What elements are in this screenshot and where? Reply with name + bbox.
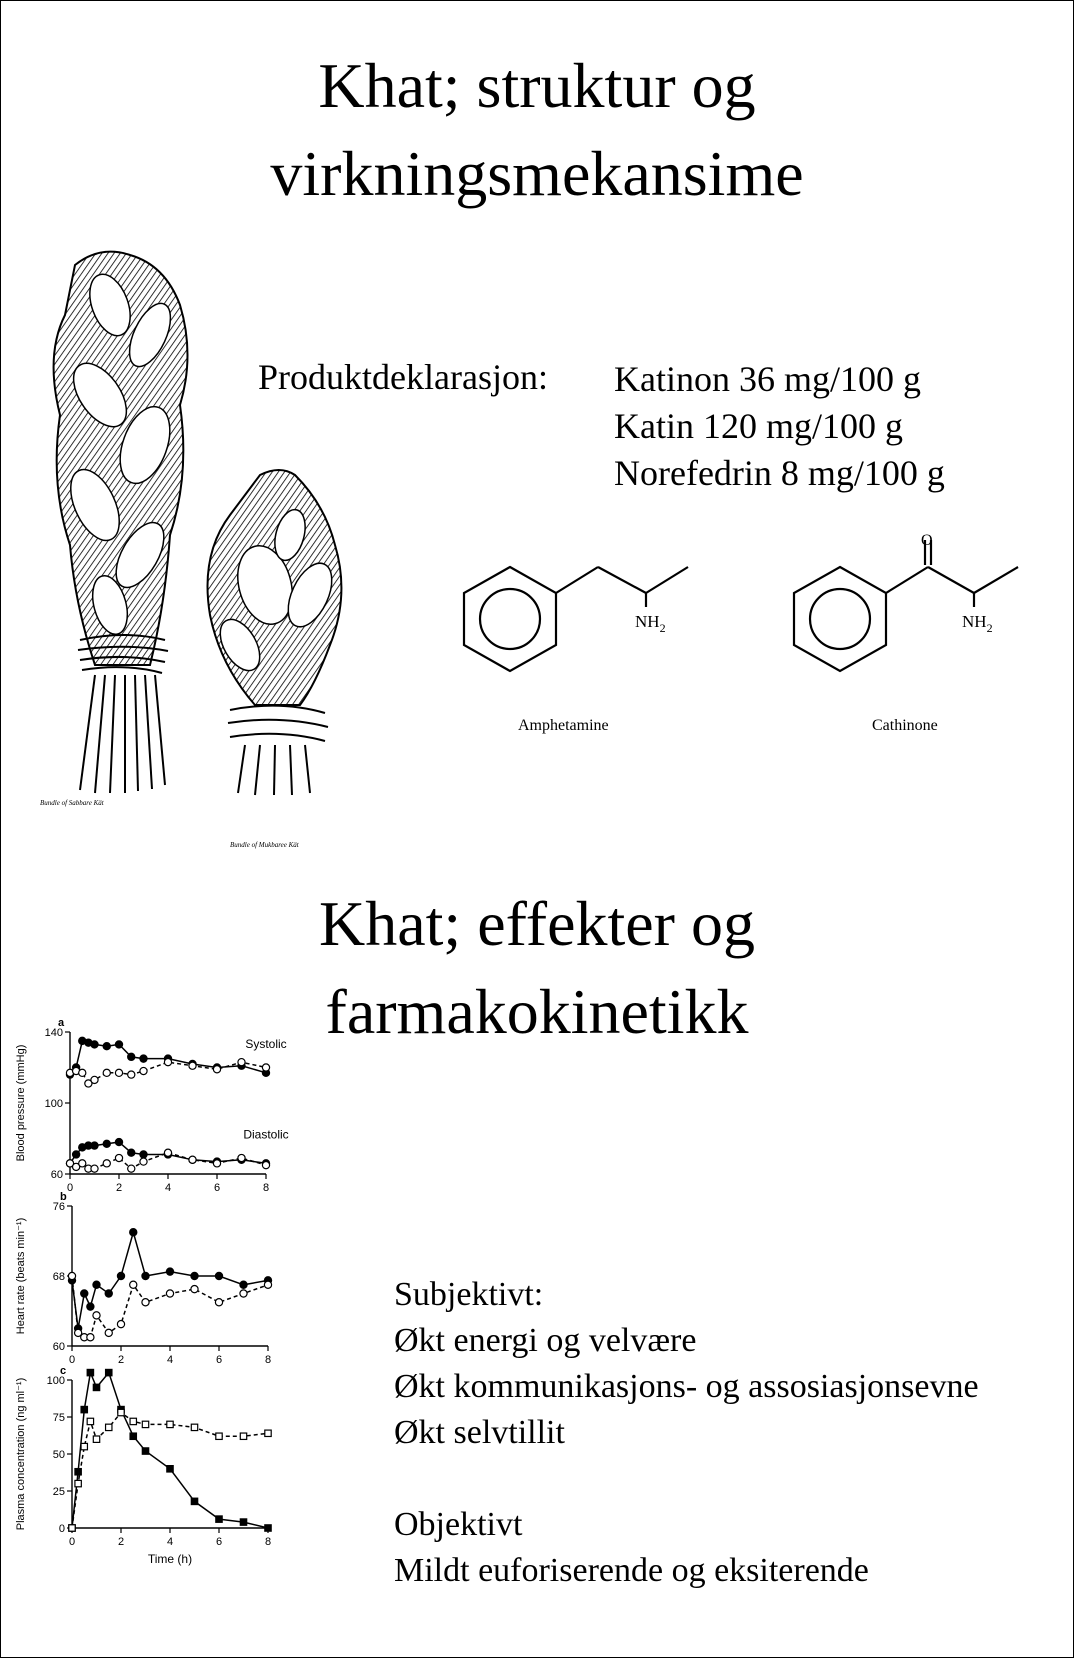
data-point	[191, 1272, 198, 1279]
data-point	[81, 1443, 87, 1449]
x-tick-label: 8	[262, 1182, 270, 1194]
data-point	[128, 1053, 135, 1060]
subjective-item: Økt energi og velvære	[394, 1322, 697, 1359]
y-tick-label: 75	[52, 1412, 65, 1424]
data-point	[164, 1149, 171, 1156]
data-point	[265, 1525, 271, 1531]
data-point	[87, 1303, 94, 1310]
data-point	[142, 1421, 148, 1427]
y-axis-label: Blood pressure (mmHg)	[15, 1044, 27, 1162]
declaration-item: Katinon 36 mg/100 g	[614, 359, 921, 399]
amphetamine-label: Amphetamine	[518, 717, 609, 734]
x-axis-label: Time (h)	[147, 1552, 193, 1566]
bundle-small	[208, 470, 342, 795]
data-point	[79, 1160, 86, 1167]
objective-item: Mildt euforiserende og eksiterende	[394, 1552, 869, 1589]
molecule-structures	[450, 532, 1040, 745]
data-point	[142, 1272, 149, 1279]
x-tick-label: 4	[166, 1536, 174, 1548]
data-point	[264, 1281, 271, 1288]
data-point	[103, 1043, 110, 1050]
x-tick-label: 0	[68, 1354, 76, 1366]
data-point	[215, 1299, 222, 1306]
objective-heading: Objektivt	[394, 1506, 523, 1543]
declaration-item: Norefedrin 8 mg/100 g	[614, 453, 945, 493]
data-point	[213, 1160, 220, 1167]
data-point	[93, 1281, 100, 1288]
data-point	[262, 1162, 269, 1169]
y-tick-label: 60	[50, 1169, 63, 1181]
series-line	[72, 1276, 268, 1337]
series-annotation: Systolic	[245, 1036, 287, 1051]
x-tick-label: 8	[264, 1354, 272, 1366]
x-tick-label: 2	[117, 1536, 125, 1548]
data-point	[191, 1286, 198, 1293]
data-point	[81, 1290, 88, 1297]
x-tick-label: 2	[115, 1182, 123, 1194]
slide2-title-line2: farmakokinetikk	[325, 976, 749, 1047]
data-point	[128, 1165, 135, 1172]
data-point	[240, 1290, 247, 1297]
data-point	[117, 1321, 124, 1328]
data-point	[106, 1424, 112, 1430]
slide2-title-line1: Khat; effekter og	[319, 888, 755, 959]
y-axis-label: Plasma concentration (ng ml⁻¹)	[15, 1377, 27, 1531]
data-point	[115, 1154, 122, 1161]
cathinone-structure	[794, 540, 1018, 671]
subjective-item: Økt selvtillit	[394, 1414, 565, 1451]
data-point	[240, 1519, 246, 1525]
x-tick-label: 4	[164, 1182, 172, 1194]
data-point	[106, 1369, 112, 1375]
data-point	[140, 1067, 147, 1074]
data-point	[238, 1154, 245, 1161]
data-point	[216, 1433, 222, 1439]
data-point	[68, 1272, 75, 1279]
data-point	[87, 1334, 94, 1341]
data-point	[189, 1062, 196, 1069]
x-tick-label: 0	[66, 1182, 74, 1194]
x-tick-label: 6	[215, 1536, 223, 1548]
data-point	[140, 1055, 147, 1062]
x-tick-label: 8	[264, 1536, 272, 1548]
data-point	[130, 1229, 137, 1236]
data-point	[213, 1066, 220, 1073]
data-point	[93, 1312, 100, 1319]
y-tick-label: 60	[52, 1341, 65, 1353]
slide1-title-line1: Khat; struktur og	[318, 50, 756, 121]
data-point	[69, 1525, 75, 1531]
x-tick-label: 6	[215, 1354, 223, 1366]
cathinone-label: Cathinone	[872, 717, 938, 734]
data-point	[87, 1418, 93, 1424]
x-tick-label: 0	[68, 1536, 76, 1548]
series-line	[72, 1232, 268, 1328]
data-point	[87, 1369, 93, 1375]
y-tick-label: 0	[58, 1523, 65, 1535]
data-point	[79, 1069, 86, 1076]
data-point	[81, 1406, 87, 1412]
cathinone-oxygen-label: O	[921, 532, 933, 549]
data-point	[91, 1041, 98, 1048]
y-tick-label: 76	[52, 1201, 65, 1213]
bundle-caption-small: Bundle of Mukbaree Kät	[230, 841, 299, 849]
data-point	[128, 1149, 135, 1156]
slide1-title-line2: virkningsmekansime	[270, 138, 804, 209]
y-tick-label: 140	[44, 1027, 63, 1039]
data-point	[130, 1418, 136, 1424]
bundle-caption-large: Bundle of Sabbare Kät	[40, 799, 104, 807]
data-point	[115, 1041, 122, 1048]
panel-letter: b	[60, 1191, 67, 1203]
data-point	[103, 1160, 110, 1167]
data-point	[191, 1424, 197, 1430]
x-tick-label: 6	[213, 1182, 221, 1194]
data-point	[167, 1466, 173, 1472]
data-point	[216, 1516, 222, 1522]
data-point	[93, 1384, 99, 1390]
data-point	[93, 1436, 99, 1442]
series-line	[72, 1373, 268, 1528]
data-point	[140, 1158, 147, 1165]
y-tick-label: 68	[52, 1271, 65, 1283]
y-axis-label: Heart rate (beats min⁻¹)	[15, 1217, 27, 1335]
panel-letter: c	[60, 1365, 67, 1377]
declaration-item: Katin 120 mg/100 g	[614, 406, 903, 446]
data-point	[91, 1165, 98, 1172]
data-point	[75, 1480, 81, 1486]
series-annotation: Diastolic	[243, 1127, 289, 1142]
data-point	[167, 1421, 173, 1427]
effects-text	[394, 1272, 979, 1594]
data-point	[189, 1156, 196, 1163]
data-point	[130, 1281, 137, 1288]
data-point	[91, 1076, 98, 1083]
data-point	[115, 1069, 122, 1076]
data-point	[117, 1272, 124, 1279]
data-point	[128, 1071, 135, 1078]
data-point	[238, 1059, 245, 1066]
data-point	[166, 1290, 173, 1297]
data-point	[130, 1433, 136, 1439]
slide1-title	[0, 42, 1074, 218]
y-tick-label: 25	[52, 1486, 65, 1498]
data-point	[140, 1151, 147, 1158]
khat-bundles-illustration	[40, 245, 370, 855]
data-point	[103, 1069, 110, 1076]
data-point	[103, 1140, 110, 1147]
data-point	[164, 1059, 171, 1066]
y-tick-label: 100	[44, 1098, 63, 1110]
x-tick-label: 4	[166, 1354, 174, 1366]
data-point	[142, 1299, 149, 1306]
data-point	[215, 1272, 222, 1279]
declaration-list	[614, 356, 945, 497]
data-point	[166, 1268, 173, 1275]
data-point	[240, 1281, 247, 1288]
data-point	[191, 1498, 197, 1504]
data-point	[262, 1064, 269, 1071]
x-tick-label: 2	[117, 1354, 125, 1366]
data-point	[118, 1409, 124, 1415]
data-point	[142, 1448, 148, 1454]
y-tick-label: 100	[46, 1375, 65, 1387]
data-point	[240, 1433, 246, 1439]
data-point	[105, 1329, 112, 1336]
khat-effects-charts	[10, 1010, 310, 1650]
panel-letter: a	[58, 1017, 65, 1029]
data-point	[91, 1142, 98, 1149]
subjective-item: Økt kommunikasjons- og assosiasjonsevne	[394, 1368, 979, 1405]
data-point	[105, 1290, 112, 1297]
declaration-label: Produktdeklarasjon:	[258, 357, 548, 397]
data-point	[265, 1430, 271, 1436]
amphetamine-nh2-label: $NH_2$	[635, 612, 666, 635]
cathinone-nh2-label: $NH_2$	[962, 612, 993, 635]
bundle-large	[54, 252, 188, 793]
y-tick-label: 50	[52, 1449, 65, 1461]
data-point	[73, 1151, 80, 1158]
subjective-heading: Subjektivt:	[394, 1276, 544, 1313]
data-point	[115, 1138, 122, 1145]
